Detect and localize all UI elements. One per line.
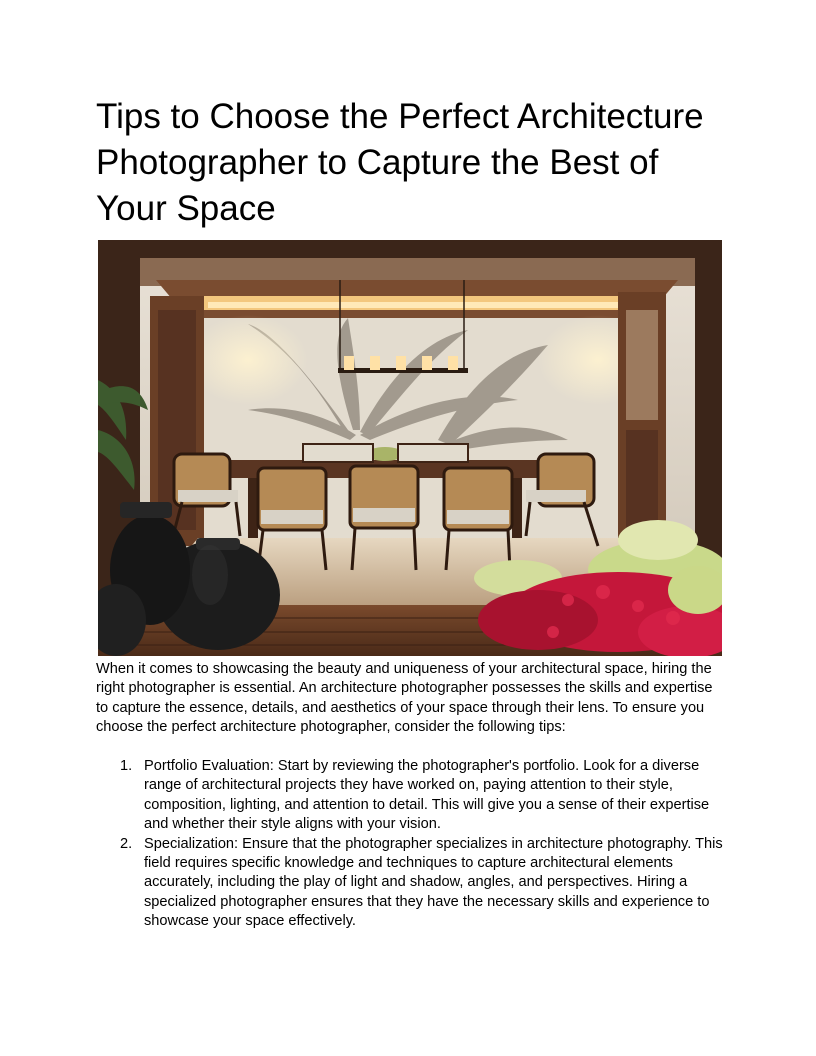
list-item-number: 1.	[120, 758, 133, 774]
page-title: Tips to Choose the Perfect Architecture Photographer to Capture the Best of Your Space	[96, 97, 704, 228]
tips-list	[96, 757, 726, 932]
list-item	[96, 757, 726, 835]
intro-paragraph: When it comes to showcasing the beauty and uniqueness of your architectural space, hiring the right photographer is essential. An architecture photographer possesses the skills and expertise to capture the essence, details, and aesthetics of your space through their lens. To ensure you choose the perfect architecture photographer, consider the following tips:	[96, 661, 713, 736]
dining-room-photo	[98, 240, 722, 656]
list-item	[96, 835, 726, 932]
list-item-text: Portfolio Evaluation: Start by reviewing the photographer's portfolio. Look for a diverse range of architectural projects they have worked on, paying attention to their style, composition, lighting, and attention to detail. This will give you a sense of their expertise and whether their style aligns with your vision.	[144, 758, 710, 833]
list-item-text: Specialization: Ensure that the photographer specializes in architecture photography. This field requires specific knowledge and techniques to capture architectural elements accurately, including the play of light and shadow, angles, and perspectives. Hiring a specialized photographer ensures that they have the necessary skills and experience to showcase your space effectively.	[144, 835, 723, 930]
list-item-number: 2.	[120, 835, 133, 852]
